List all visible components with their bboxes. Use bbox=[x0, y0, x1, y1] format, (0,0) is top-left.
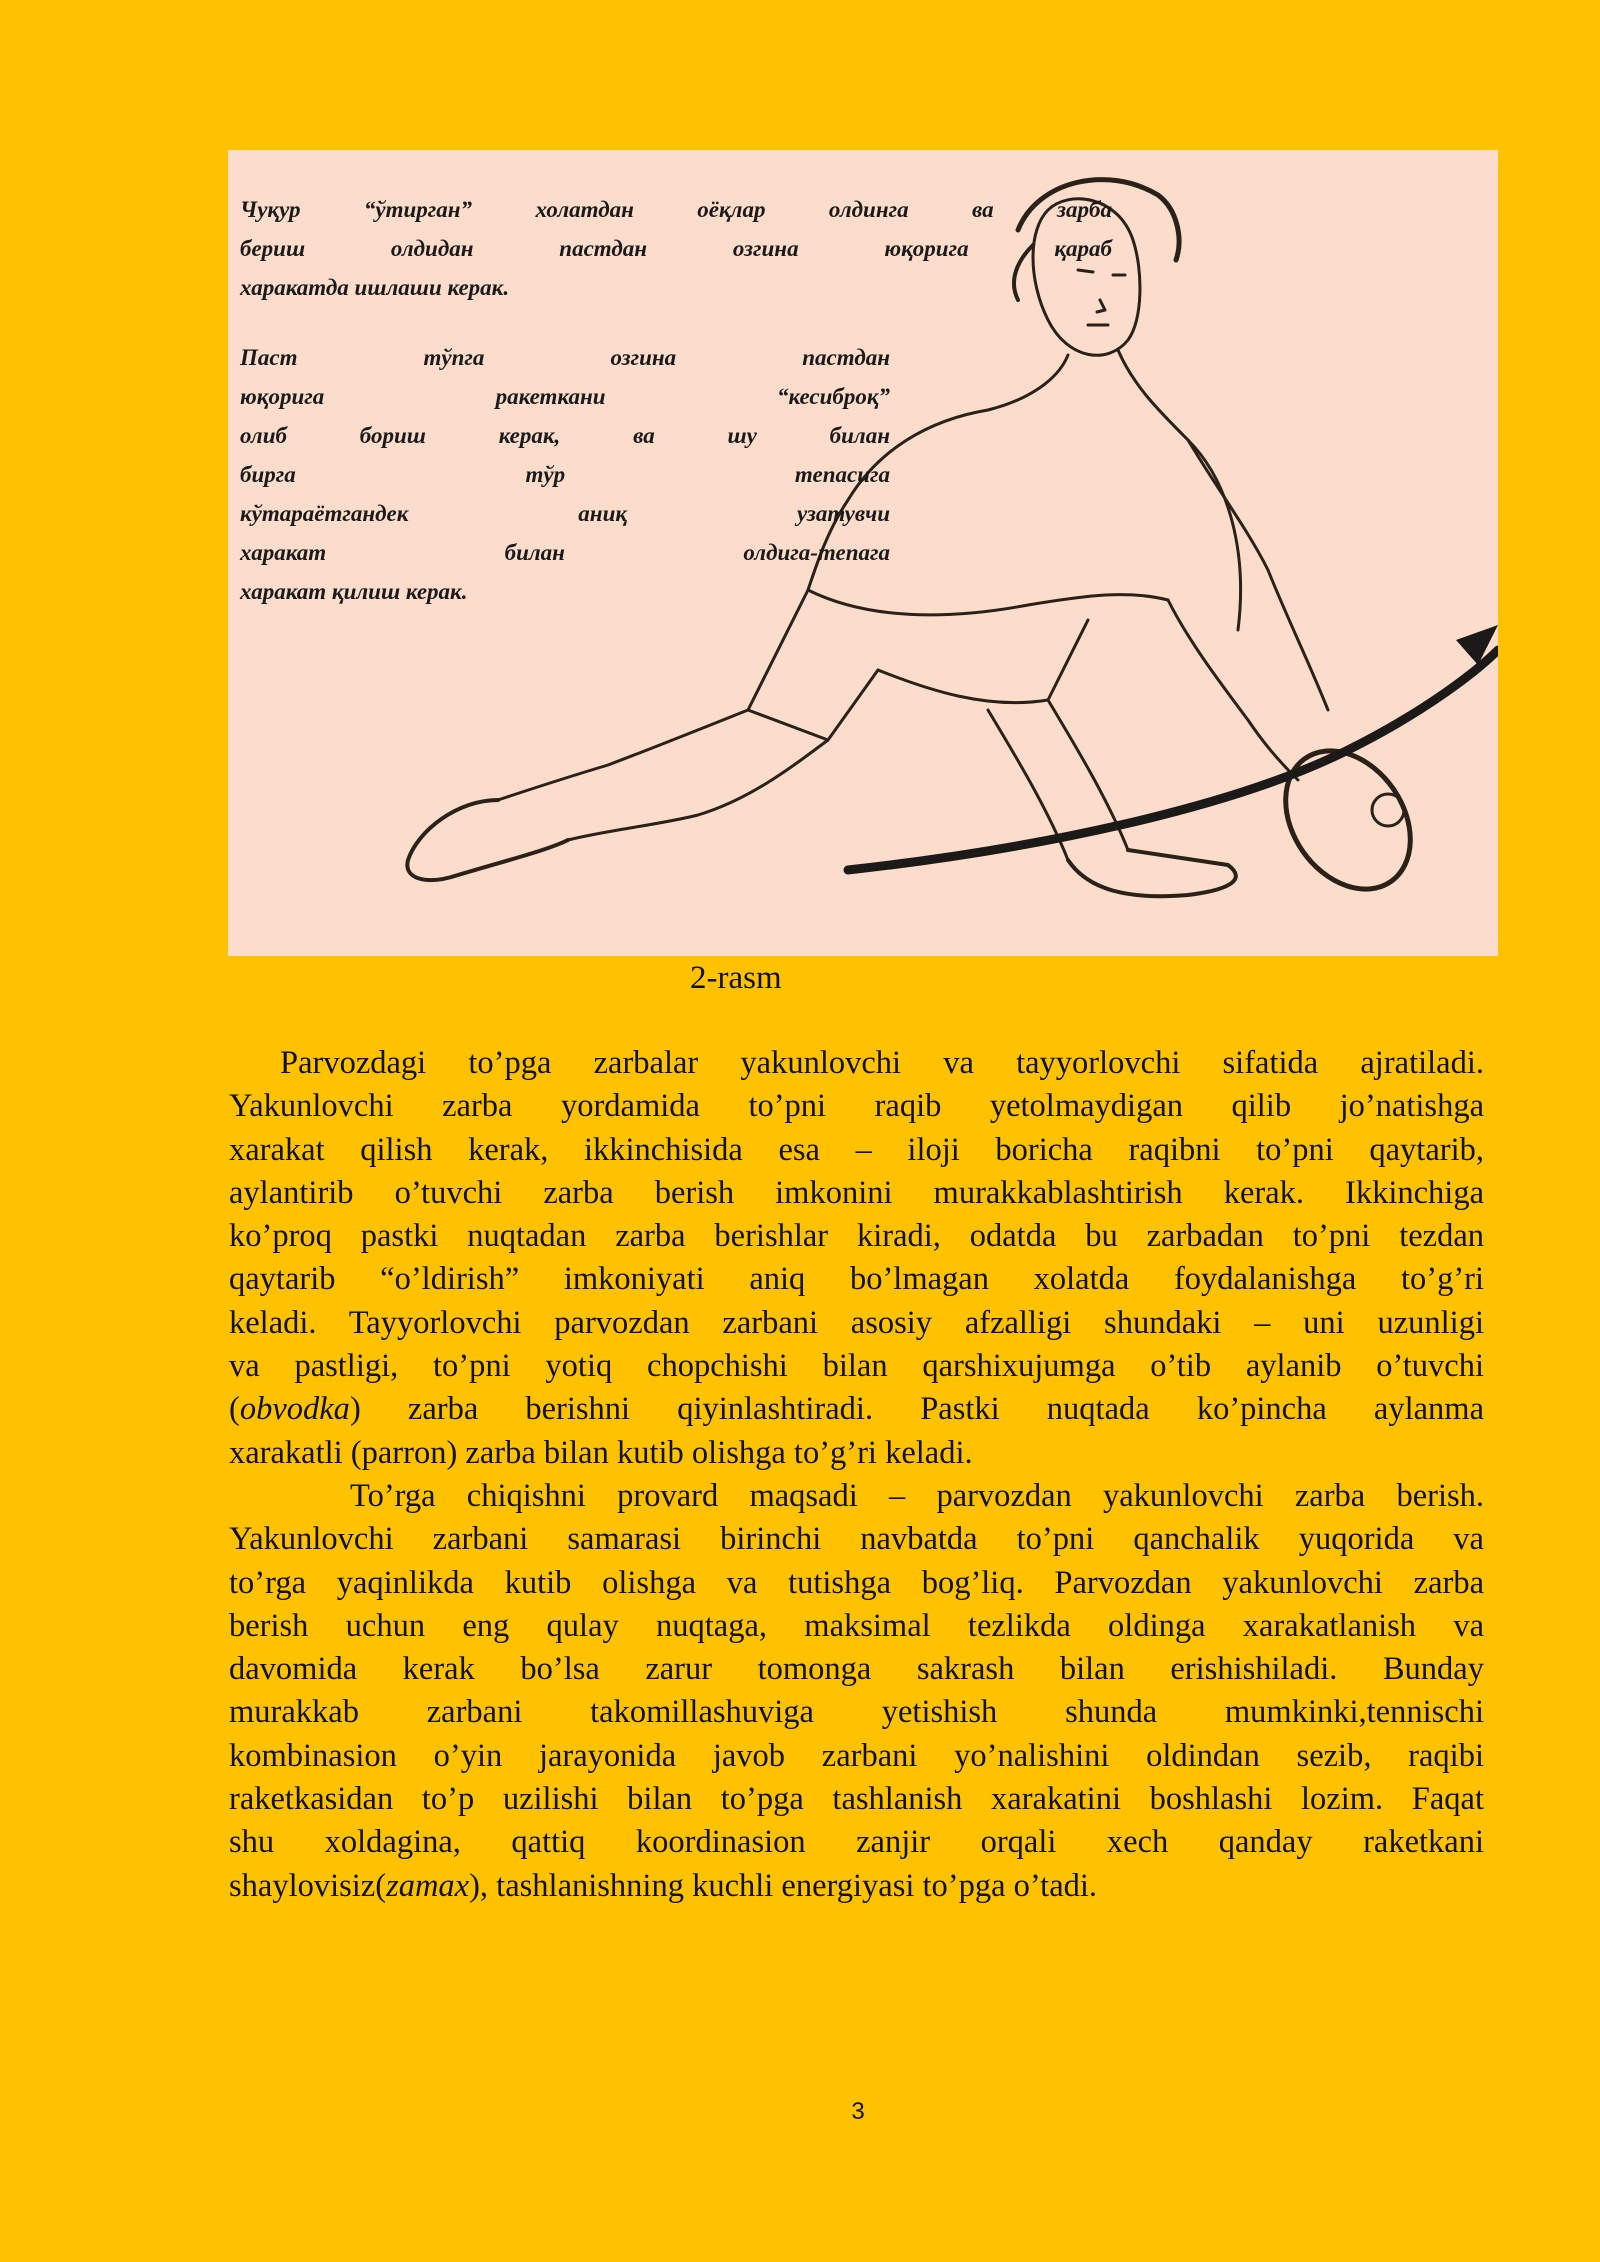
body-line: raketkasidan to’p uzilishi bilan to’pga tashlanish xarakatini boshlashi lozim. Faqat bbox=[229, 1781, 1484, 1818]
body-line: shu xoldagina, qattiq koordinasion zanjir orqali xech qanday raketkani bbox=[229, 1824, 1484, 1861]
body-line: qaytarib “o’ldirish” imkoniyati aniq bo’lmagan xolatda foydalanishga to’g’ri bbox=[229, 1261, 1484, 1298]
italic-term: obvodka bbox=[239, 1391, 350, 1428]
figure-caption: 2-rasm bbox=[690, 960, 782, 996]
italic-term: zamax bbox=[386, 1867, 470, 1904]
body-line: davomida kerak bo’lsa zarur tomonga sakrash bilan erishishiladi. Bunday bbox=[229, 1651, 1484, 1688]
page-number: 3 bbox=[851, 2098, 865, 2125]
annotation-line: бирга тўр тепасига bbox=[240, 462, 890, 487]
body-line: xarakatli (parron) zarba bilan kutib olishga to’g’ri keladi. bbox=[229, 1434, 973, 1471]
annotation-line: бериш олдидан пастдан озгина юқорига қараб bbox=[240, 236, 1112, 261]
annotation-line: харакатда ишлаши керак. bbox=[240, 275, 510, 300]
annotation-line: харакат билан олдига-тепага bbox=[240, 540, 890, 565]
body-line: xarakat qilish kerak, ikkinchisida esa – iloji boricha raqibni to’pni qaytarib, bbox=[229, 1131, 1484, 1168]
body-line: kombinasion o’yin jarayonida javob zarbani yo’nalishini oldindan sezib, raqibi bbox=[229, 1737, 1484, 1774]
body-line: (obvodka) zarba berishni qiyinlashtiradi. Pastki nuqtada ko’pincha aylanma bbox=[229, 1391, 1484, 1428]
body-line: murakkab zarbani takomillashuviga yetishish shunda mumkinki,tennischi bbox=[229, 1694, 1484, 1731]
body-paragraphs bbox=[229, 1042, 1484, 1908]
body-line: aylantirib o’tuvchi zarba berish imkonini murakkablashtirish kerak. Ikkinchiga bbox=[229, 1174, 1484, 1211]
body-line: Yakunlovchi zarbani samarasi birinchi navbatda to’pni qanchalik yuqorida va bbox=[229, 1521, 1484, 1558]
body-line: keladi. Tayyorlovchi parvozdan zarbani asosiy afzalligi shundaki – uni uzunligi bbox=[229, 1304, 1484, 1341]
annotation-line: Чуқур “ўтирган” холатдан оёқлар олдинга ва зарба bbox=[240, 197, 1112, 222]
body-line: berish uchun eng qulay nuqtaga, maksimal tezlikda oldinga xarakatlanish va bbox=[229, 1607, 1484, 1644]
body-line: Yakunlovchi zarba yordamida to’pni raqib yetolmaydigan qilib jo’natishga bbox=[229, 1088, 1484, 1125]
annotation-line: кўтараётгандек аниқ узатувчи bbox=[240, 501, 890, 526]
annotation-line: Паст тўпга озгина пастдан bbox=[240, 345, 890, 370]
annotation-line: харакат қилиш керак. bbox=[240, 579, 468, 604]
body-line: ko’proq pastki nuqtadan zarba berishlar kiradi, odatda bu zarbadan to’pni tezdan bbox=[229, 1218, 1484, 1255]
body-line: Parvozdagi to’pga zarbalar yakunlovchi va tayyorlovchi sifatida ajratiladi. bbox=[280, 1045, 1484, 1081]
body-line: To’rga chiqishni provard maqsadi – parvozdan yakunlovchi zarba berish. bbox=[350, 1477, 1484, 1514]
figure-annotation-side bbox=[240, 338, 890, 611]
figure-annotation-top bbox=[240, 190, 1112, 307]
annotation-line: юқорига ракеткани “кесиброқ” bbox=[240, 384, 890, 409]
figure-illustration bbox=[228, 150, 1498, 956]
annotation-line: олиб бориш керак, ва шу билан bbox=[240, 423, 890, 448]
body-line: to’rga yaqinlikda kutib olishga va tutishga bog’liq. Parvozdan yakunlovchi zarba bbox=[229, 1564, 1484, 1601]
body-line: shaylovisiz(zamax), tashlanishning kuchli energiyasi to’pga o’tadi. bbox=[229, 1867, 1098, 1904]
body-line: va pastligi, to’pni yotiq chopchishi bilan qarshixujumga o’tib aylanib o’tuvchi bbox=[229, 1348, 1484, 1385]
